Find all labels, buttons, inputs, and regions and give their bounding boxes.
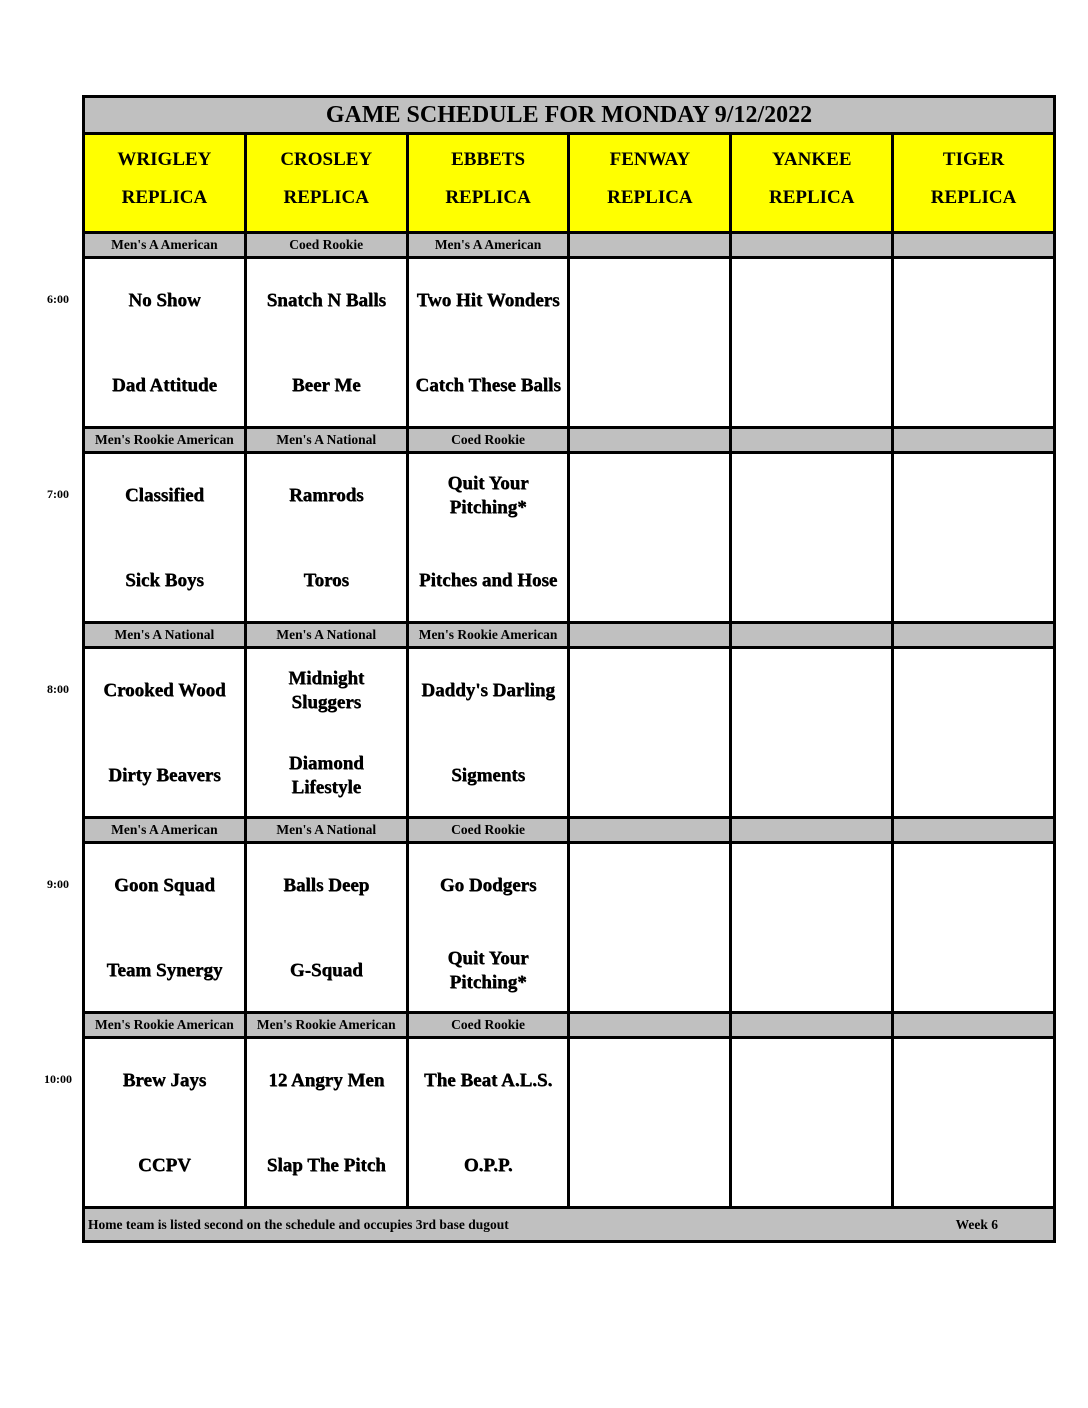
- division-label: [894, 429, 1053, 451]
- time-label-10pm: 10:00: [44, 1072, 72, 1086]
- home-team: O.P.P.: [463, 1155, 513, 1176]
- time-label-8pm: 8:00: [47, 682, 69, 696]
- empty-cell: [732, 454, 894, 621]
- game-row: [85, 844, 1053, 1014]
- game-cell: [85, 844, 247, 1011]
- division-row: [85, 1014, 1053, 1039]
- home-team: CCPV: [138, 1155, 191, 1176]
- away-team: Crooked Wood: [103, 680, 226, 701]
- away-team: Brew Jays: [122, 1070, 207, 1091]
- away-team: Go Dodgers: [439, 875, 537, 896]
- empty-cell: [732, 259, 894, 426]
- game-cell: [85, 259, 247, 426]
- division-label: [732, 429, 894, 451]
- home-team: G-Squad: [289, 960, 363, 981]
- home-team: Beer Me: [291, 375, 361, 396]
- field-name: YANKEE: [771, 149, 852, 170]
- field-header-yankee: [732, 135, 894, 231]
- empty-cell: [732, 844, 894, 1011]
- game-cell: [409, 259, 571, 426]
- field-header-fenway: [570, 135, 732, 231]
- field-name: CROSLEY: [280, 149, 373, 170]
- game-cell: [409, 1039, 571, 1206]
- division-row: [85, 234, 1053, 259]
- division-label: Men's A National: [247, 624, 409, 646]
- empty-cell: [894, 454, 1053, 621]
- home-team: Sick Boys: [125, 570, 204, 591]
- empty-cell: [894, 1039, 1053, 1206]
- game-row: [85, 259, 1053, 429]
- game-row: [85, 454, 1053, 624]
- game-cell: [85, 1039, 247, 1206]
- schedule-table: [82, 95, 1056, 1243]
- division-row: [85, 429, 1053, 454]
- empty-cell: [570, 1039, 732, 1206]
- game-cell: [85, 454, 247, 621]
- empty-cell: [570, 454, 732, 621]
- field-name: EBBETS: [451, 149, 526, 170]
- game-cell: [409, 844, 571, 1011]
- home-team: Quit Your Pitching*: [447, 948, 529, 993]
- empty-cell: [570, 844, 732, 1011]
- empty-cell: [894, 649, 1053, 816]
- away-team: Midnight Sluggers: [288, 668, 365, 713]
- field-subtitle: REPLICA: [607, 187, 693, 208]
- away-team: Daddy's Darling: [421, 680, 555, 701]
- division-label: [894, 1014, 1053, 1036]
- division-label: Coed Rookie: [409, 819, 571, 841]
- field-subtitle: REPLICA: [445, 187, 531, 208]
- away-team: No Show: [128, 290, 201, 311]
- division-label: [894, 234, 1053, 256]
- division-label: Men's Rookie American: [85, 1014, 247, 1036]
- division-row: [85, 624, 1053, 649]
- game-cell: [247, 454, 409, 621]
- division-label: Men's A National: [85, 624, 247, 646]
- division-label: Men's A American: [85, 234, 247, 256]
- game-cell: [409, 649, 571, 816]
- time-label-6pm: 6:00: [47, 292, 69, 306]
- schedule-title: GAME SCHEDULE FOR MONDAY 9/12/2022: [85, 98, 1053, 135]
- week-label: Week 6: [955, 1217, 998, 1232]
- home-team: Pitches and Hose: [418, 570, 558, 591]
- game-cell: [247, 649, 409, 816]
- home-team: Slap The Pitch: [266, 1155, 386, 1176]
- home-team: Diamond Lifestyle: [288, 753, 364, 798]
- division-label: Men's A National: [247, 429, 409, 451]
- game-row: [85, 649, 1053, 819]
- division-label: [894, 624, 1053, 646]
- away-team: Snatch N Balls: [266, 290, 386, 311]
- home-team: Toros: [303, 570, 349, 591]
- division-label: [732, 234, 894, 256]
- division-row: [85, 819, 1053, 844]
- empty-cell: [570, 649, 732, 816]
- game-cell: [247, 259, 409, 426]
- away-team: Ramrods: [288, 485, 364, 506]
- division-label: [732, 819, 894, 841]
- division-label: Coed Rookie: [247, 234, 409, 256]
- field-name: TIGER: [942, 149, 1005, 170]
- game-cell: [85, 649, 247, 816]
- time-label-7pm: 7:00: [47, 487, 69, 501]
- away-team: Balls Deep: [283, 875, 370, 896]
- division-label: Coed Rookie: [409, 1014, 571, 1036]
- division-label: [732, 1014, 894, 1036]
- field-header-crosley: [247, 135, 409, 231]
- home-team: Catch These Balls: [415, 375, 561, 396]
- division-label: [570, 429, 732, 451]
- division-label: Men's A American: [409, 234, 571, 256]
- away-team: Quit Your Pitching*: [447, 473, 529, 518]
- division-label: Men's Rookie American: [85, 429, 247, 451]
- away-team: Goon Squad: [113, 875, 215, 896]
- field-header-tiger: [894, 135, 1053, 231]
- division-label: Men's A American: [85, 819, 247, 841]
- field-header-wrigley: [85, 135, 247, 231]
- time-label-9pm: 9:00: [47, 877, 69, 891]
- away-team: 12 Angry Men: [268, 1070, 385, 1091]
- division-label: [570, 234, 732, 256]
- field-header-ebbets: [409, 135, 571, 231]
- field-subtitle: REPLICA: [768, 187, 855, 208]
- game-row: [85, 1039, 1053, 1209]
- field-header-row: [85, 135, 1053, 234]
- empty-cell: [732, 649, 894, 816]
- away-team: Classified: [124, 485, 204, 506]
- game-cell: [247, 844, 409, 1011]
- home-team: Team Synergy: [106, 960, 223, 981]
- field-name: WRIGLEY: [117, 149, 212, 170]
- away-team: Two Hit Wonders: [416, 290, 560, 311]
- division-label: [570, 624, 732, 646]
- field-subtitle: REPLICA: [930, 187, 1017, 208]
- empty-cell: [732, 1039, 894, 1206]
- footer-bar: [85, 1209, 1053, 1240]
- field-subtitle: REPLICA: [283, 187, 369, 208]
- division-label: [732, 624, 894, 646]
- home-team: Dad Attitude: [111, 375, 217, 396]
- empty-cell: [570, 259, 732, 426]
- away-team: The Beat A.L.S.: [423, 1070, 553, 1091]
- division-label: Coed Rookie: [409, 429, 571, 451]
- game-cell: [409, 454, 571, 621]
- game-cell: [247, 1039, 409, 1206]
- division-label: [570, 1014, 732, 1036]
- home-team-note: Home team is listed second on the schedule and occupies 3rd base dugout: [88, 1217, 509, 1232]
- empty-cell: [894, 844, 1053, 1011]
- division-label: [570, 819, 732, 841]
- division-label: [894, 819, 1053, 841]
- home-team: Sigments: [451, 765, 526, 786]
- division-label: Men's Rookie American: [409, 624, 571, 646]
- field-subtitle: REPLICA: [121, 187, 208, 208]
- division-label: Men's Rookie American: [247, 1014, 409, 1036]
- empty-cell: [894, 259, 1053, 426]
- home-team: Dirty Beavers: [108, 765, 221, 786]
- field-name: FENWAY: [609, 149, 691, 170]
- division-label: Men's A National: [247, 819, 409, 841]
